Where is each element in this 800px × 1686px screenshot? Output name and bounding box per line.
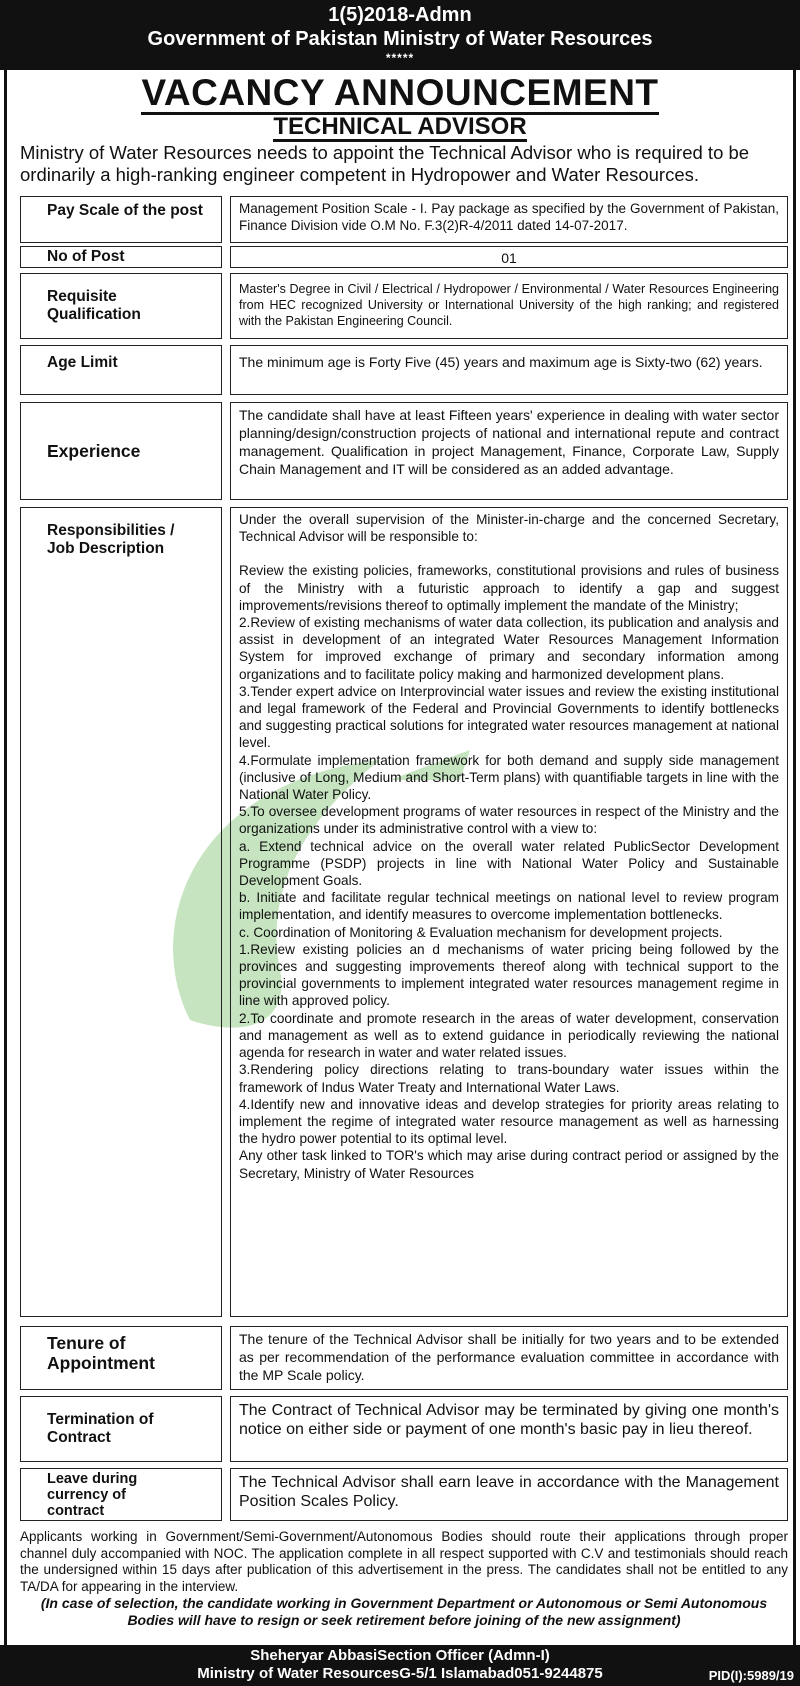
list-item: 1.Review existing policies an d mechanisms of water pricing being followed by the provinces and suggesting improvements thereof along with technical support to the provincial governments to implement integrated water resources management regime in line with approved policy.	[239, 941, 779, 1009]
footer-banner	[0, 1645, 800, 1686]
application-instructions: Applicants working in Government/Semi-Government/Autonomous Bodies should route their applications through proper channel duly accompanied with NOC. The application complete in all respect supported with C.V and testimonials should reach the undersigned within 15 days after publication of this advertisement in the press. The candidates shall not be entitled to any TA/DA for appearing in the interview.	[20, 1529, 788, 1594]
row-pay-scale	[20, 196, 788, 243]
selection-note: (In case of selection, the candidate working in Government Department or Autonomous or Semi Autonomous Bodies will have to resign or seek retirement before joining of the new assignment)	[40, 1595, 768, 1628]
row-tenure	[20, 1326, 788, 1390]
reference-number: 1(5)2018-Admn	[328, 4, 472, 26]
list-item: Any other task linked to TOR's which may arise during contract period or assigned by the Secretary, Ministry of Water Resources	[239, 1148, 779, 1181]
row-label: Requisite Qualification	[20, 273, 222, 339]
row-responsibilities	[20, 507, 788, 1317]
row-value: Master's Degree in Civil / Electrical / Hydropower / Environmental / Water Resources Engineering from HEC recognized University or International University of the high ranking; and registered with the Pakistan Engineering Council.	[230, 273, 788, 339]
list-item: c. Coordination of Monitoring & Evaluation mechanism for development projects.	[239, 924, 723, 940]
row-value: The minimum age is Forty Five (45) years and maximum age is Sixty-two (62) years.	[230, 345, 788, 395]
row-label: Pay Scale of the post	[20, 196, 222, 243]
list-item: 3.Rendering policy directions relating to trans-boundary water issues within the framework of Indus Water Treaty and International Water Laws.	[239, 1062, 779, 1095]
row-qualification	[20, 273, 788, 339]
list-item: 3.Tender expert advice on Interprovincial water issues and review the existing institutional and legal framework of the Federal and Provincial Governments to identify bottlenecks and suggesting practical solutions for integrated water resources management at national level.	[239, 683, 779, 751]
row-experience	[20, 402, 788, 500]
list-item: 2.Review of existing mechanisms of water data collection, its publication and analysis and assist in development of an integrated Water Resources Management Information System for improved exchange of primary and secondary information among organizations and to facilitate policy making and harmonized development plans.	[239, 615, 779, 682]
row-label: No of Post	[20, 246, 222, 268]
page-title: VACANCY ANNOUNCEMENT	[141, 72, 659, 113]
row-label: Responsibilities / Job Description	[20, 507, 222, 1317]
row-label: Termination of Contract	[20, 1396, 222, 1462]
intro-paragraph: Ministry of Water Resources needs to appoint the Technical Advisor who is required to be ordinarily a high-ranking engineer competent in Hydropower and Water Resources.	[20, 142, 750, 185]
responsibilities-list	[230, 507, 788, 1317]
row-label: Experience	[20, 402, 222, 500]
row-no-of-post	[20, 246, 788, 268]
row-age-limit	[20, 345, 788, 395]
list-item: Review the existing policies, frameworks, constitutional provisions and rules of business of the Ministry with a futuristic approach to identify a gap and suggest improvements/revisions thereof to optimally implement the mandate of the Ministry;	[239, 563, 779, 613]
signatory: Sheheryar AbbasiSection Officer (Admn-I)	[250, 1647, 550, 1664]
header-banner	[0, 0, 800, 70]
list-item: 2.To coordinate and promote research in the areas of water development, conservation and management as well as to extend guidance in periodically reviewing the national agenda for research in water and water related issues.	[239, 1010, 779, 1061]
row-termination	[20, 1396, 788, 1462]
ministry-name: Government of Pakistan Ministry of Water Resources	[147, 28, 653, 50]
row-value: Management Position Scale - I. Pay package as specified by the Government of Pakistan, Finance Division vide O.M No. F.3(2)R-4/2011 dated 14-07-2017.	[230, 196, 788, 243]
row-value: The tenure of the Technical Advisor shall be initially for two years and to be extended as per recommendation of the performance evaluation committee in accordance with the MP Scale policy.	[230, 1326, 788, 1390]
list-item: 4.Formulate implementation framework for both demand and supply side management (inclusive of Long, Medium and Short-Term plans) with quantifiable targets in line with the National Water Policy.	[239, 752, 779, 803]
row-value: 01	[230, 246, 788, 268]
responsibilities-intro: Under the overall supervision of the Minister-in-charge and the concerned Secretary, Technical Advisor will be responsible to:	[239, 512, 779, 545]
row-leave	[20, 1468, 788, 1521]
row-value: The candidate shall have at least Fifteen years' experience in dealing with water sector planning/design/construction projects of national and international repute and contract management. Qualification in project Management, Finance, Corporate Law, Supply Chain Management and IT will be considered as an added advantage.	[230, 402, 788, 500]
address: Ministry of Water ResourcesG-5/1 Islamabad051-9244875	[197, 1665, 603, 1682]
list-item: 5.To oversee development programs of water resources in respect of the Ministry and the organizations under its administrative control with a view to:	[239, 804, 779, 837]
row-value: The Contract of Technical Advisor may be terminated by giving one month's notice on either side or payment of one month's basic pay in lieu thereof.	[230, 1396, 788, 1462]
page-subtitle: TECHNICAL ADVISOR	[273, 113, 527, 140]
row-label: Age Limit	[20, 345, 222, 395]
row-label: Tenure of Appointment	[20, 1326, 222, 1390]
header-stars: *****	[385, 51, 415, 65]
list-item: a. Extend technical advice on the overall water related PublicSector Development Programme (PSDP) projects in line with National Water Policy and Sustainable Development Goals.	[239, 838, 779, 889]
row-label: Leave during currency of contract	[20, 1468, 222, 1521]
pid-number: PID(I):5989/19	[708, 1668, 794, 1683]
list-item: 4.Identify new and innovative ideas and develop strategies for priority areas relating to implement the regime of integrated water resource management as well as harnessing the hydro power potential to its optimal level.	[239, 1096, 779, 1147]
row-value: The Technical Advisor shall earn leave in accordance with the Management Position Scales Policy.	[230, 1468, 788, 1521]
list-item: b. Initiate and facilitate regular technical meetings on national level to review program implementation, and identify measures to overcome implementation bottlenecks.	[239, 890, 779, 923]
